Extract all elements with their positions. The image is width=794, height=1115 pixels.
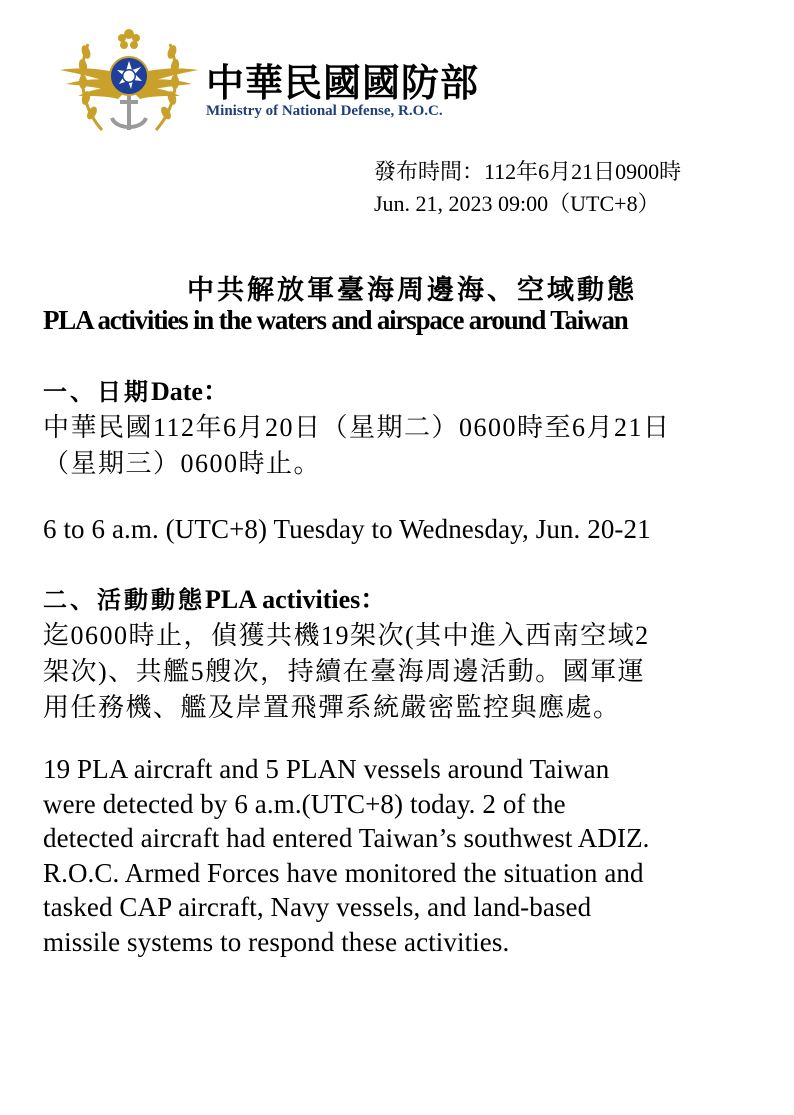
section-activities xyxy=(43,582,763,959)
release-time-en: Jun. 21, 2023 09:00（UTC+8） xyxy=(374,191,660,216)
section-activities-heading: 二、活動動態PLA activities： xyxy=(43,585,387,614)
ministry-name-zh: 中華民國國防部 xyxy=(206,61,480,105)
section-date-body-en: 6 to 6 a.m. (UTC+8) Tuesday to Wednesday, Jun. 20-21 xyxy=(43,514,651,544)
emblem-anchor xyxy=(112,96,146,130)
section-date-heading: 一、日期Date： xyxy=(43,377,229,406)
section-activities-body-en: 19 PLA aircraft and 5 PLAN vessels around Taiwan were detected by 6 a.m.(UTC+8) today. 2 of the detected aircraft had entered Taiwan’s southwest ADIZ. R.O.C. Armed Forces have monitored the situation and tasked CAP aircraft, Navy vessels, and land-based missile systems to respond these activities. xyxy=(43,754,650,957)
document-title-zh: 中共解放軍臺海周邊海、空域動態 xyxy=(187,275,637,306)
ministry-emblem-icon xyxy=(56,26,202,138)
section-date-body-zh: 中華民國112年6月20日（星期二）0600時至6月21日 （星期三）0600時止。 xyxy=(43,413,671,478)
section-date xyxy=(43,374,763,547)
section-activities-body-zh: 迄0600時止，偵獲共機19架次(其中進入西南空域2 架次)、共艦5艘次，持續在臺海周邊活動。國軍運 用任務機、艦及岸置飛彈系統嚴密監控與應處。 xyxy=(43,621,650,722)
emblem-blossom xyxy=(118,29,140,49)
release-time xyxy=(374,156,681,220)
document-title-en: PLA activities in the waters and airspace around Taiwan xyxy=(43,305,628,335)
release-time-zh: 發布時間：112年6月21日0900時 xyxy=(374,159,682,184)
ministry-name-en: Ministry of National Defense, R.O.C. xyxy=(206,103,443,119)
